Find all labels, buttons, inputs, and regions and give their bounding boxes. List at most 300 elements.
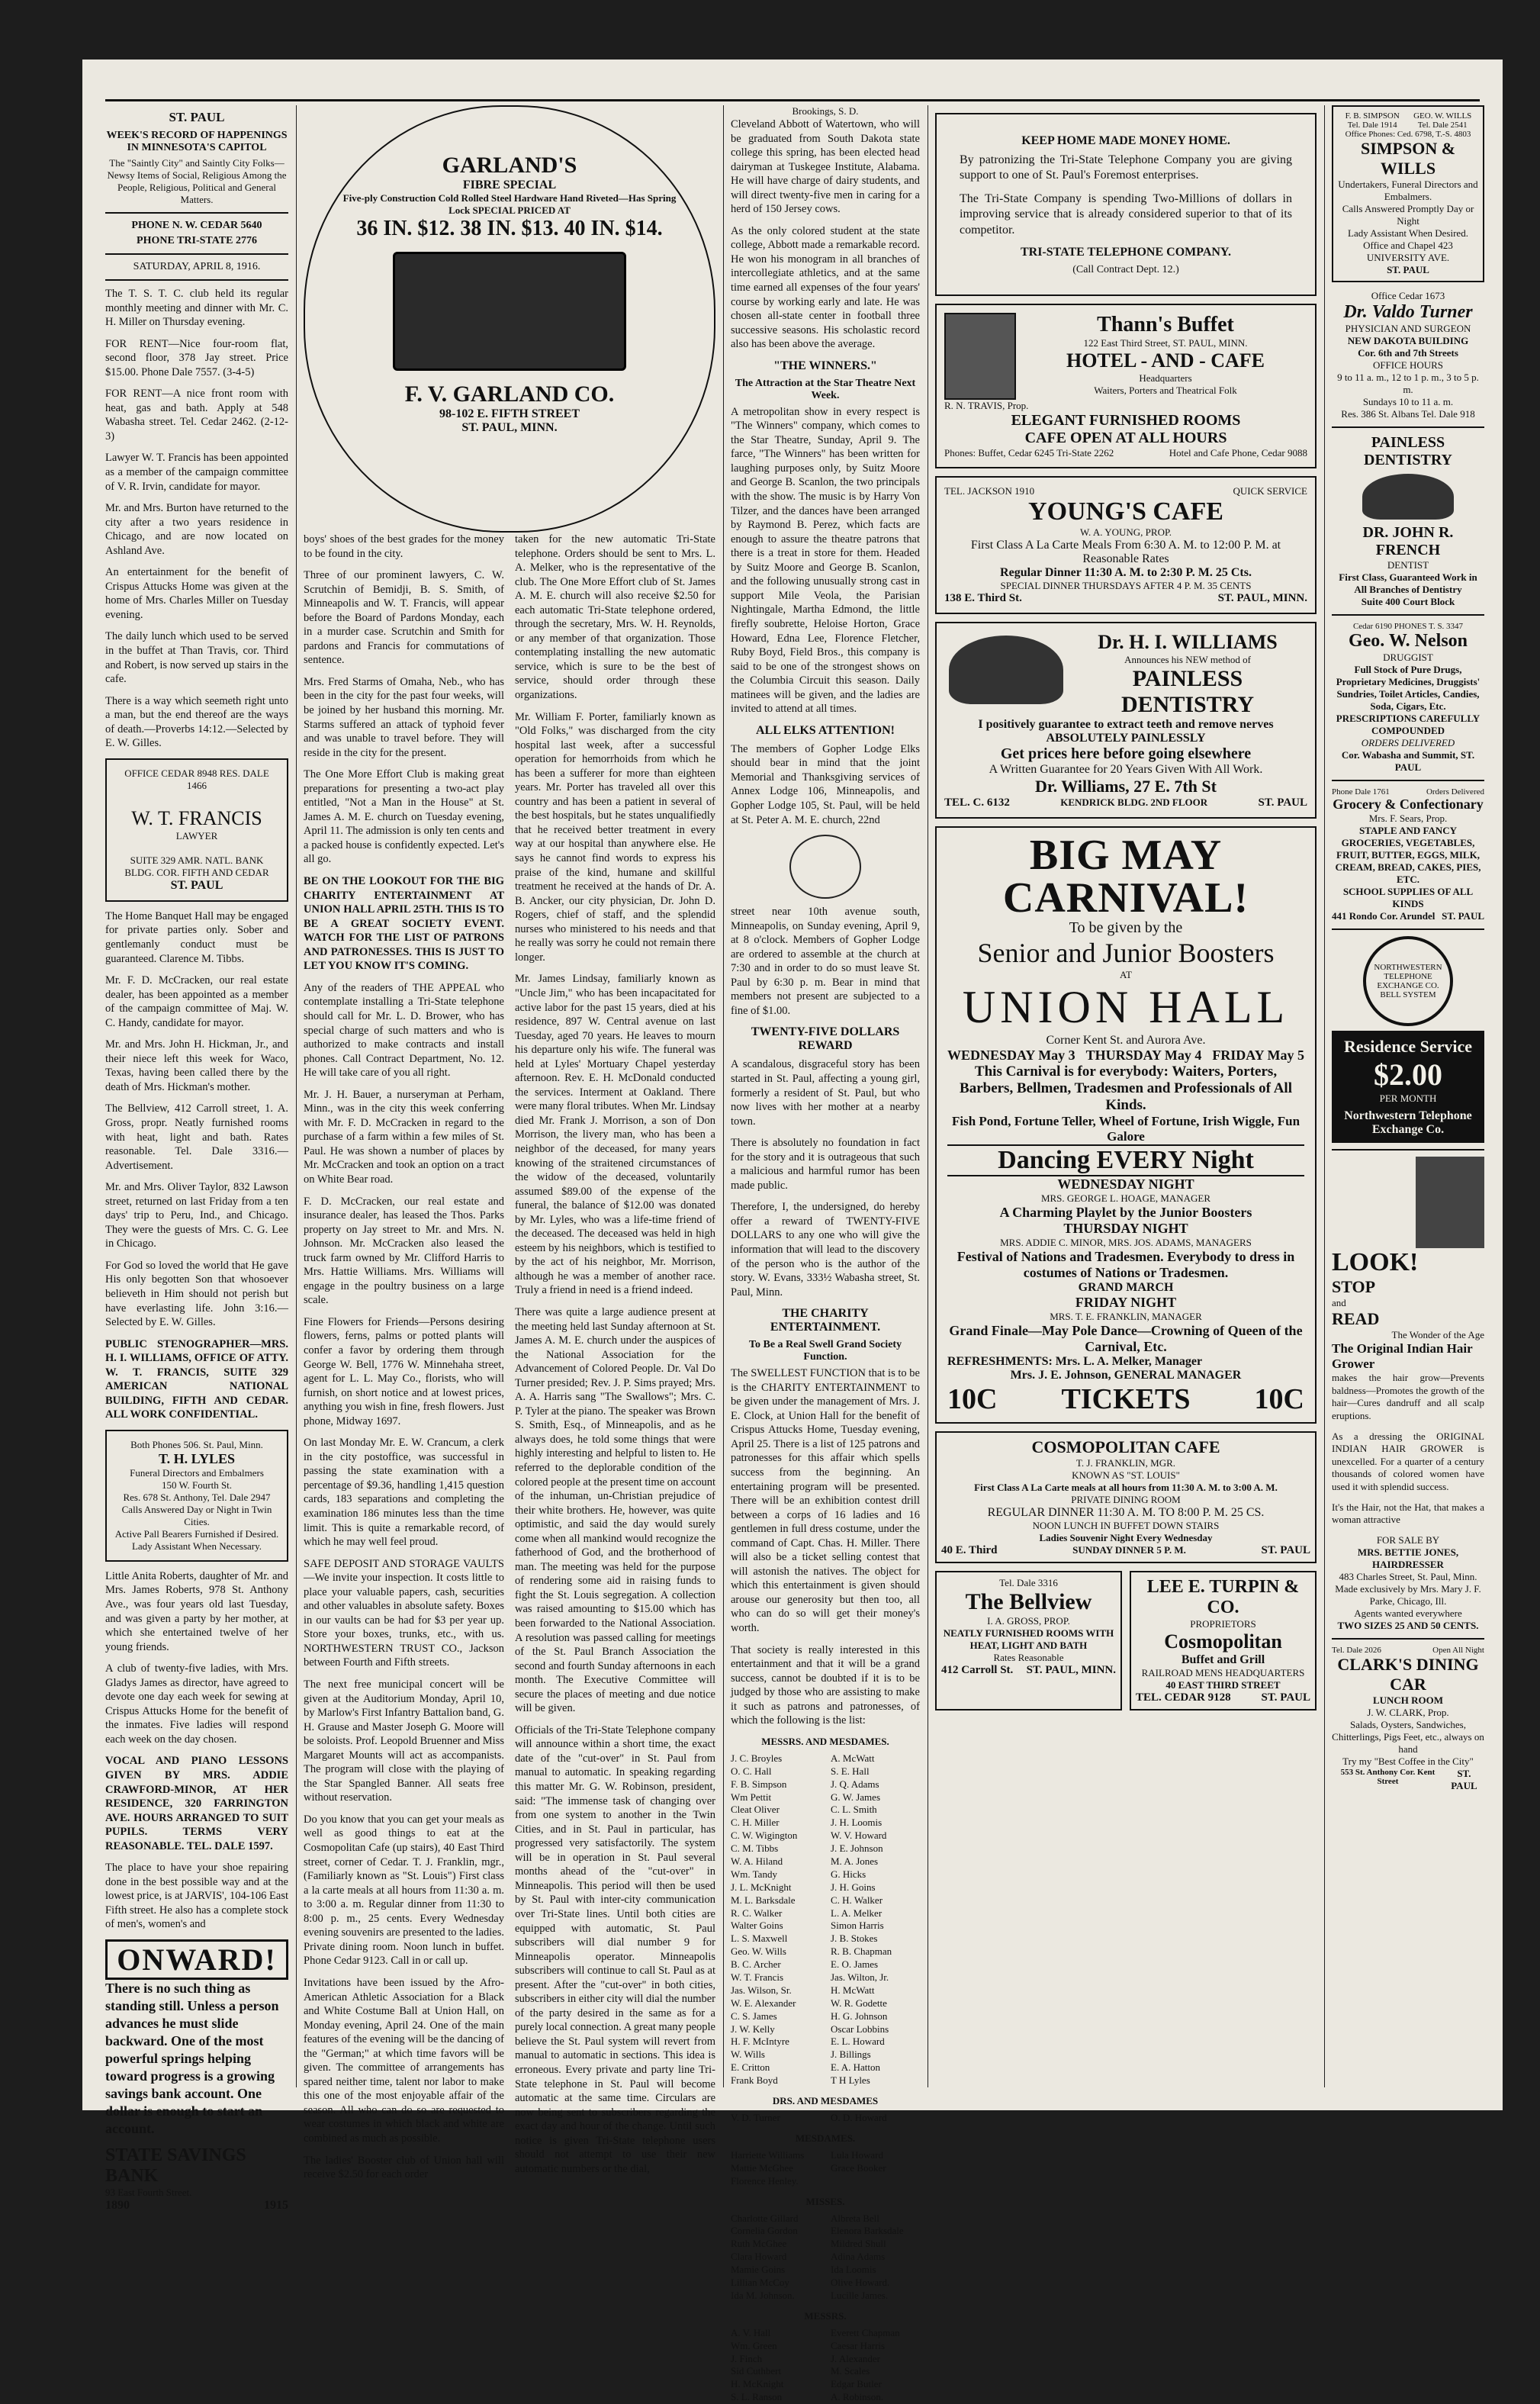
hair-grower-ad (1332, 1157, 1484, 1632)
ad-line: PHYSICIAN AND SURGEON (1345, 323, 1471, 334)
ad-line: First Class A La Carte meals at all hours from 11:30 A. M. to 3:00 A. M. (974, 1482, 1278, 1494)
residence-service-panel (1332, 1031, 1484, 1143)
ad-name: DR. JOHN R. FRENCH (1362, 524, 1454, 558)
dentures-icon (949, 636, 1063, 704)
divider (1332, 928, 1484, 930)
column-2b (515, 533, 715, 2190)
article-heading: THE CHARITY ENTERTAINMENT. (770, 1307, 881, 1334)
patron-name: Adina Adams (831, 2251, 886, 2263)
article-subheading: To Be a Real Swell Grand Society Function. (748, 1339, 902, 1363)
list-heading: MESDAMES. (795, 2132, 856, 2144)
ad-phone: Tel. Dale 3316 (999, 1577, 1058, 1589)
lyles-ad (105, 1430, 288, 1562)
patron-list (731, 2112, 920, 2125)
ad-name: Geo. W. Nelson (1348, 631, 1468, 651)
patron-name: R. B. Chapman (831, 1945, 892, 1958)
news-item: Invitations have been issued by the Afro-American Athletic Association for a Black and White Costume Ball at Union Hall, on Monday evening, April 24. One of the main features of the evening will be the dancing of the "German;" at which time favors will be given. The committee of arrangements has spared neither time, talent nor labor to make this one of the most enjoyable affair of the season. All who can do so are requested to wear costumes in which black and white are combined as much as possible. (304, 1976, 504, 2145)
ad-line: AT (1120, 969, 1132, 981)
elk-head-icon (789, 835, 861, 899)
ad-line: Salads, Oysters, Sandwiches, Chitterlings, Pigs Feet, etc., always on hand (1332, 1718, 1484, 1755)
ad-phones (1338, 111, 1478, 130)
news-item: There is a way which seemeth right unto a man, but the end thereof are the ways of death.—Proverbs 14:12.—Selected by E. W. Gilles. (105, 694, 288, 750)
ticket-label: TICKETS (1061, 1383, 1191, 1416)
patron-name: Oscar Lobbins (831, 2023, 889, 2035)
divider (1332, 1149, 1484, 1151)
ticket-price: 10C (1254, 1383, 1304, 1416)
ad-text: As a dressing the ORIGINAL INDIAN HAIR GROWER is unexcelled. For a quarter of a century thousands of colored women have used it with splendid success. (1332, 1430, 1484, 1492)
ad-city: ST. PAUL, MINN. (1026, 1664, 1116, 1677)
patron-name: Caesar Harris (831, 2339, 886, 2351)
patron-name: J. H. Goins (831, 1881, 876, 1893)
top-rule (105, 99, 1480, 101)
ad-footer (1332, 1768, 1484, 1792)
bell-system-seal-icon (1363, 936, 1453, 1026)
section-title: ST. PAUL (169, 110, 225, 124)
ad-name: The Bellview (965, 1589, 1092, 1615)
patron-name: J. W. Kelly (731, 2023, 775, 2035)
ad-phone: Hotel and Cafe Phone, Cedar 9088 (1169, 447, 1307, 459)
ad-text: The Tri-State Company is spending Two-Millions of dollars in improving service that is already considered superior to that of its competitor. (960, 191, 1292, 237)
ad-prop: J. W. CLARK, Prop. (1367, 1706, 1449, 1718)
article-heading: TWENTY-FIVE DOLLARS REWARD (751, 1025, 900, 1053)
ad-line: Regular Dinner 11:30 A. M. to 2:30 P. M. 25 Cts. (1000, 566, 1252, 580)
date-2: THURSDAY May 4 (1085, 1048, 1202, 1064)
news-item: Three of our prominent lawyers, C. W. Scrutchin of Bemidji, B. S. Smith, of Minneapolis and W. T. Francis, will appear before the Board of Pardons Monday, each in a murder case. Scrutchin and Smith for pardons and Francis for commutations of sentence. (304, 569, 504, 667)
seal-text: NORTHWESTERN TELEPHONE EXCHANGE CO. BELL SYSTEM (1374, 963, 1442, 999)
issue-date: SATURDAY, APRIL 8, 1916. (133, 261, 261, 272)
ad-line: FOR SALE BY (1376, 1533, 1440, 1546)
ad-role: LAWYER (175, 829, 218, 842)
ad-line: Headquarters (1139, 372, 1192, 385)
ad-title: PAINLESS DENTISTRY (1364, 434, 1452, 468)
ad-boosters: Senior and Junior Boosters (977, 938, 1275, 969)
ad-hours: Open All Night (1432, 1645, 1484, 1655)
phone-line-2: PHONE TRI-STATE 2776 (137, 235, 257, 246)
ad-line: REGULAR DINNER 11:30 A. M. TO 8:00 P. M. 25 CS. (987, 1506, 1265, 1520)
patron-name: Grace Booker (831, 2161, 886, 2174)
news-item: An entertainment for the benefit of Crispus Attucks Home was given at the home of Mrs. Charles Miller on Tuesday evening. (105, 566, 288, 621)
ad-prop: R. N. TRAVIS, Prop. (944, 400, 1029, 412)
ad-line: NOON LUNCH IN BUFFET DOWN STAIRS (1032, 1520, 1220, 1532)
divider (1332, 1638, 1484, 1640)
francis-ad (105, 758, 288, 902)
patron-name: H. F. McIntyre (731, 2036, 789, 2048)
news-item: That society is really interested in this entertainment and that it will be a grand success, cannot be doubted if it is to be judged by those who are assisting to make it such as patrons and patronesses, of which the following is the list: (731, 1643, 920, 1727)
ad-line: Active Pall Bearers Furnished if Desired. (114, 1527, 279, 1540)
divider (1332, 780, 1484, 781)
ad-dancing: Dancing EVERY Night (947, 1144, 1304, 1176)
patron-name: M. L. Barksdale (731, 1894, 796, 1906)
ad-address: 553 St. Anthony Cor. Kent Street (1340, 1767, 1436, 1786)
patron-name: Ida Loomis (831, 2264, 876, 2276)
ad-line: LUNCH ROOM (1372, 1694, 1444, 1706)
ticket-price-row (947, 1382, 1304, 1416)
column-2a (304, 533, 504, 2190)
ad-line: NEW DAKOTA BUILDING (1347, 335, 1469, 346)
patron-name: S. E. Hall (831, 1765, 870, 1777)
ad-grower: The Original Indian Hair Grower (1332, 1341, 1473, 1371)
bank-name: STATE SAVINGS BANK (105, 2145, 246, 2187)
section-subtitle: WEEK'S RECORD OF HAPPENINGS IN MINNESOTA'S CAPITOL (106, 130, 288, 153)
patron-name: A. McWatt (831, 1752, 875, 1764)
patron-name: Ida M. Johnson. (731, 2289, 795, 2301)
patron-name: Wm Pettit (731, 1791, 772, 1803)
patron-name: W. A. Hiland (731, 1855, 783, 1867)
ad-footer (941, 1544, 1310, 1557)
news-item: Mr. J. H. Bauer, a nurseryman at Perham, Minn., was in the city this week conferring with Mr. F. D. McCracken in regard to the purchase of a farm within a few miles of St. Paul. He was shown a number of places by Mr. McCracken and took an option on a tract on White Bear road. (304, 1088, 504, 1186)
patron-name: J. B. Stokes (831, 1933, 878, 1945)
youngs-cafe-ad (935, 476, 1317, 614)
ad-look: LOOK! (1332, 1248, 1419, 1276)
simpson-wills-ad (1332, 105, 1484, 282)
ad-prices: 36 IN. $12. 38 IN. $13. 40 IN. $14. (356, 217, 663, 240)
ad-line: Cor. 6th and 7th Streets (1358, 347, 1458, 359)
patron-name: J. Alexander (831, 2352, 880, 2364)
ad-city: ST. PAUL, MINN. (1217, 592, 1307, 605)
news-item: BE ON THE LOOKOUT FOR THE BIG CHARITY ENTERTAINMENT AT UNION HALL APRIL 25TH. THIS IS TO BE A GREAT SOCIETY EVENT. WATCH FOR THE LIST OF PATRONS AND PATRONESSES. THIS IS JUST TO LET YOU KNOW IT'S COMING. (304, 875, 504, 973)
dateline: Brookings, S. D. (792, 105, 859, 117)
ad-mgr: T. J. FRANKLIN, MGR. (1075, 1457, 1176, 1469)
ad-phone: Phone Dale 1761 (1332, 787, 1390, 797)
news-item: Mr. James Lindsay, familiarly known as "Uncle Jim," who has been incapacitated for active labor for the past 15 years, died at his residence, 897 W. Central avenue on last Tuesday, aged 70 years. He leaves to mourn his departure only his wife. The funeral was held at Lyles' Mortuary Chapel yesterday afternoon. Rev. E. H. McDonald conducted the services. Interment at Oakland. There were many floral tributes. When Mr. Lindsay died Mr. Frank J. Morrison, a son of Don Morrison, the livery man, who has been a neighbor of the deceased, for many years knowing of the straitened circumstances of the widow of the deceased, voluntarily assumed $89.00 of the expense of the funeral, the balance of $12.00 was donated by Mr. Lyles, who was a life-time friend of the deceased. The deceased was held in high esteem by his neighbors, which is testified to by the act of his neighbor, Mr. Morrison, although he was a member of another race. Truly a friend in need is a friend indeed. (515, 973, 715, 1297)
patron-name: Jas. Wilson, Sr. (731, 1984, 792, 1996)
french-ad (1332, 434, 1484, 608)
ad-name: LEE E. TURPIN & CO. (1146, 1577, 1300, 1618)
ad-line: Grand Finale—May Pole Dance—Crowning of Queen of the Carnival, Etc. (949, 1323, 1303, 1355)
ad-line: Cor. Wabasha and Summit, ST. PAUL (1341, 749, 1475, 773)
patron-name: Wm. Green (731, 2339, 777, 2351)
ad-line: PRESCRIPTIONS CAREFULLY COMPOUNDED (1336, 713, 1481, 736)
patron-name: B. C. Archer (731, 1958, 781, 1971)
ad-manager: MRS. ADDIE C. MINOR, MRS. JOS. ADAMS, MANAGERS (1000, 1237, 1252, 1249)
bottom-ads (935, 1571, 1317, 1710)
patron-name: C. W. Wigington (731, 1830, 798, 1842)
ad-company: TRI-STATE TELEPHONE COMPANY. (1020, 246, 1232, 259)
onward-text: There is no such thing as standing still. Unless a person advances he must slide backward. One of the most powerful springs helping toward progress is a growing savings bank account. One dollar is enough to start an account. (105, 1981, 279, 2137)
ad-line: STAPLE AND FANCY GROCERIES, VEGETABLES, FRUIT, BUTTER, EGGS, MILK, CREAM, BREAD, CAKES, PIES, ETC. (1335, 825, 1481, 885)
onward-heading: ONWARD! (105, 1939, 288, 1980)
ad-name: W. T. FRANCIS (131, 806, 262, 829)
ad-header (944, 485, 1307, 497)
ad-city: ST. PAUL (1261, 1691, 1310, 1704)
patron-name: Mildred Shull (831, 2238, 886, 2250)
article-heading: ALL ELKS ATTENTION! (756, 723, 895, 737)
northwestern-ad (1332, 936, 1484, 1143)
article-heading: "THE WINNERS." (773, 359, 877, 372)
ad-line: SPECIAL DINNER THURSDAYS AFTER 4 P. M. 35 CENTS (1000, 580, 1252, 592)
patron-name: J. E. Johnson (831, 1842, 883, 1855)
ad-address: 122 East Third Street, ST. PAUL, MINN. (1083, 337, 1248, 349)
thanns-buffet-ad (935, 304, 1317, 468)
patron-name: J. H. Loomis (831, 1817, 883, 1829)
ad-footer (1332, 910, 1484, 922)
news-item: SAFE DEPOSIT AND STORAGE VAULTS—We invite your inspection. It costs little to place your valuable papers, cash, securities and other valuables in absolute safety. Boxes in our vaults can be had for $3 per year up. Store your boxes, trunks, etc., with us. NORTHWESTERN TRUST CO., Jackson between Fourth and Fifth streets. (304, 1557, 504, 1669)
ad-title: KEEP HOME MADE MONEY HOME. (1021, 134, 1230, 147)
patron-name: E. Critton (731, 2061, 770, 2074)
ad-line: TWO SIZES 25 AND 50 CENTS. (1337, 1619, 1479, 1631)
ad-desc: Five-ply Construction Cold Rolled Steel Hardware Hand Riveted—Has Spring Lock SPECIAL PRICED AT (342, 192, 677, 216)
bellview-ad (935, 1571, 1122, 1710)
patron-name: C. H. Miller (731, 1817, 780, 1829)
ad-phones: Cedar 6190 PHONES T. S. 3347 (1352, 622, 1464, 631)
patron-name: A. Robinson. (831, 2391, 883, 2403)
patron-name: M. A. Jones (831, 1855, 879, 1867)
ad-line: A Charming Playlet by the Junior Boosters (999, 1205, 1252, 1221)
patron-name: S. L. Ranson (731, 2391, 783, 2403)
ad-hall: UNION HALL (962, 982, 1290, 1033)
ad-line: Festival of Nations and Tradesmen. Everybody to dress in costumes of Nations or Tradesmen. (956, 1249, 1295, 1281)
ad-footer (941, 1664, 1116, 1677)
carnival-dates (947, 1048, 1304, 1064)
ad-phone: F. B. SIMPSON Tel. Dale 1914 (1345, 111, 1400, 130)
patron-name: A. V. Hall (731, 2326, 771, 2338)
column-rule (723, 105, 724, 2087)
news-item: The SWELLEST FUNCTION that is to be is the CHARITY ENTERTAINMENT to be given under the management of Mrs. J. E. Clock, at Union Hall for the benefit of Crispus Attucks Home, Tuesday evening, April 25. There is a list of 125 patrons and patronesses for this affair which spells success from the beginning. An entertaining program will be presented. There will be an exhibition contest drill between a corps of 16 ladies and 16 gentlemen in full dress costume, under the command of Capt. Chas. H. Miller. There will also be a ticket selling contest that will astonish the natives. The object for which this entertainment is given should arouse our generosity but then too, all who can do so will get their money's worth. (731, 1367, 920, 1635)
bank-year-end: 1915 (264, 2199, 288, 2213)
news-item: Mr. and Mrs. John H. Hickman, Jr., and their niece left this week for Waco, Texas, having been called there by the death of Mrs. Hickman's mother. (105, 1038, 288, 1093)
ad-header (1332, 1646, 1484, 1655)
news-item: A club of twenty-five ladies, with Mrs. Gladys James as director, have agreed to devote one day each week for sewing at Crispus Attucks Home for the benefit of the inmates. Five ladies will respond each week on the day chosen. (105, 1662, 288, 1746)
column-4 (935, 105, 1317, 2087)
news-item: Mr. William F. Porter, familiarly known as "Old Folks," was discharged from the city hospital last week, after a successful operation for hemorrhoids from which he has been a sufferer for more than eighteen years. Mr. Porter has traveled all over this country and has been a patient in several of the best hospitals, but he states unqualifiedly that he received better treatment in every way at our hospital than anywhere else. He says he cannot find words to express his praise of the kind, humane and skillful treatment he received at the hands of Dr. A. B. Ancker, our city physician, Dr. John D. Rogers, chief of staff, and the splendid nurses who ministered to his needs and that he really was sorry he could not remain there longer. (515, 710, 715, 964)
classified-ad: FOR RENT—A nice front room with heat, gas and bath. Apply at 548 Wabasha street. Tel. Cedar 2462. (2-12-3) (105, 388, 288, 443)
news-item: On last Monday Mr. E. W. Crancum, a clerk in the city postoffice, was successful in passing the state examination with a percentage of $9.36, handling 1,415 question cards, 183 separations and completing the examination 186 minutes less than the time limit. This is quite a remarkable record, of which he may well feel proud. (304, 1437, 504, 1549)
ad-phone: Tel. Dale 2026 (1332, 1645, 1381, 1655)
news-item: F. D. McCracken, our real estate and insurance dealer, has leased the Thos. Parks property on Jay street to Mr. and Mrs. N. Johnson. Mr. McCracken also leased the truck farm owned by Mr. Clifford Harris to Mrs. Hattie Williams. Mrs. Williams will engage in the poultry business on a large scale. (304, 1195, 504, 1307)
patron-name: C. L. Smith (831, 1804, 877, 1816)
tri-state-ad (935, 113, 1317, 296)
list-heading: MESSRS. AND MESDAMES. (761, 1735, 889, 1747)
patron-name: M. Scales (831, 2365, 870, 2377)
patron-name: Sid Cuthbert (731, 2365, 782, 2377)
ad-line: 150 W. Fourth St. (161, 1479, 233, 1491)
ad-known: KNOWN AS "ST. LOUIS" (1072, 1469, 1180, 1482)
patron-name: G. W. James (831, 1791, 880, 1803)
news-item: taken for the new automatic Tri-State telephone. Orders should be sent to Mrs. L. A. Melker, who is the representative of the club. The One More Effort club of St. James A. M. E. church will also receive $2.50 for each automatic Tri-State telephone ordered, through the secretary, Mrs. W. H. Reynolds, or any member of that organization. Those contemplating installing the new automatic service, which is sure to be the best of service, should order through these organizations. (515, 533, 715, 702)
ad-line: GRAND MARCH (1078, 1281, 1174, 1295)
ad-phone: Office Cedar 1673 (1371, 290, 1445, 301)
ad-line: Lady Assistant When Necessary. (131, 1540, 262, 1552)
news-item: The next free municipal concert will be given at the Auditorium Monday, April 10, by Marlow's First Infantry Battalion band, G. H. Grause and Master Joseph G. Moore will be soloists. Prof. Leopold Bruenner and Miss Margaret Mounts will act as accompanists. The program will close with the playing of the Star Spangled Banner. All seats free without reservation. (304, 1678, 504, 1804)
news-item: The Bellview, 412 Carroll street, 1. A. Gross, propr. Neatly furnished rooms with heat, light and bath. Rates reasonable. Tel. Dale 3316.—Advertisement. (105, 1102, 288, 1172)
patron-name: T H Lyles (831, 2074, 870, 2087)
list-heading: MISSES. (805, 2195, 845, 2207)
ad-line: Calls Answered Promptly Day or Night (1342, 203, 1474, 227)
patron-name: H. McWatt (831, 1984, 875, 1996)
ad-stop: STOP (1332, 1277, 1376, 1296)
bank-years (105, 2199, 288, 2213)
news-item: There was quite a large audience present at the meeting held last Sunday afternoon at St. James A. M. E. church under the auspices of the National Association for the Advancement of Colored People. Dr. Val Do Turner presided; Rev. J. P. Sims prayed; Mrs. A. A. Harris sang "The Swallows"; Mrs. C. P. Tyler at the piano. The speaker was Brown S. Smith, Esq., of Minneapolis, and as he always does, he told some things that were highly interesting and helpful to listen to. He referred to the deplorable condition of the colored people at the present time on account of the inhuman, un-Christian prejudice of their white brothers. He, however, was quite optimistic, and said the day would surely come when all mankind would recognize the fatherhood of God, and the brotherhood of man. The meeting was held for the purpose of rendering some aid in raising funds to fight the St. Louis segregation. A collection was raised amounting to $15.00 which has been forwarded to the National Association. A resolution was passed calling for meetings of the St. Paul Branch Association the second and fourth Sunday afternoons in each month. The Executive Committee will secure the places of meeting and due notice will be given. (515, 1305, 715, 1715)
news-item: A metropolitan show in every respect is "The Winners" company, which comes to the Star Theatre, Sunday, April 9. The farce, "The Winners" has been written for laughing purposes only, by Suitz Moore and George B. Scanlon, the two principals with the show. The music is by Harry Von Tilzer, and the dances have been arranged by Raymond B. Perez, which facts are enough to assure the theatre patrons that there is a treat in store for them. Headed by Suitz Moore and George B. Scanlon, and the following unusually strong cast in support Mile Veola, the Parisian Nightingale, Martha Edmond, the little firefly soubrette, Heloise Horton, Grace Howard, Edna Lee, Florence Fletcher, Ruby Boyd, Field Bros., this company is said to be one of the strongest shows on the Columbia Circuit this season. Daily matinees will be given, and the ladies are invited to attend at all times. (731, 405, 920, 716)
ad-line: Buffet and Grill (1181, 1653, 1265, 1667)
column-1 (105, 105, 288, 2213)
ticket-price: 10C (947, 1383, 998, 1416)
patron-name: Mamie Goins (731, 2264, 786, 2276)
ad-line: Rates Reasonable (993, 1652, 1064, 1664)
patron-name: Mattie McGhee (731, 2161, 793, 2174)
patron-name: Cornelia Gordon (731, 2225, 798, 2237)
patron-name: W. R. Godette (831, 1997, 887, 2009)
ad-delivery: Orders Delivered (1426, 787, 1484, 797)
williams-dentistry-ad (935, 622, 1317, 819)
patron-name: Elenora Barksdale (831, 2225, 904, 2237)
indian-portrait (1416, 1157, 1484, 1248)
list-heading: DRS. AND MESDAMES (772, 2095, 879, 2107)
ad-line: First Class A La Carte Meals From 6:30 A. M. to 12:00 P. M. at Reasonable Rates (970, 539, 1281, 566)
news-item: Do you know that you can get your meals as well as good things to eat at the Cosmopolitan Cafe (up stairs), 40 East Third street, corner of Cedar. T. J. Franklin, mgr., (Familiarly known as "St. Louis") First class a la carte meals at all hours from 11:30 a. m. to 3:00 a. m. Regular dinner from 11:30 to 8:00 p. m., 25 cents. Every Wednesday evening souvenirs are presented to the ladies. Private dining room. Noon lunch in buffet. Phone Cedar 9123. Call in or call up. (304, 1813, 504, 1968)
article-subheading: The Attraction at the Star Theatre Next Week. (735, 377, 916, 401)
ad-address: SUITE 329 AMR. NATL. BANK BLDG. COR. FIFTH AND CEDAR (124, 854, 269, 878)
patron-list (731, 2213, 920, 2303)
ad-text: By patronizing the Tri-State Telephone Company you are giving support to one of St. Paul's Foremost enterprises. (960, 153, 1292, 182)
news-item: A scandalous, disgraceful story has been started in St. Paul, affecting a young girl, formerly a resident of St. Paul, but who now lives with her mother at a nearby town. (731, 1058, 920, 1128)
ad-read: READ (1332, 1309, 1380, 1328)
ad-footer (944, 592, 1307, 605)
divider (1332, 426, 1484, 428)
ad-phone: TEL. CEDAR 9128 (1136, 1691, 1231, 1704)
ad-city: ST. PAUL, MINN. (461, 421, 558, 434)
ad-corner: Corner Kent St. and Aurora Ave. (1046, 1034, 1206, 1048)
news-item: Little Anita Roberts, daughter of Mr. and Mrs. James Roberts, 978 St. Anthony Ave., was four years old last Tuesday, and was given a party by her mother, at which she entertained twelve of her young friends. (105, 1569, 288, 1653)
patron-name: R. C. Walker (731, 1907, 783, 1919)
news-item: For God so loved the world that He gave His only begotten Son that whosoever believeth in Him should not perish but have everlasting life. John 3:16.—Selected by E. W. Gilles. (105, 1259, 288, 1329)
patron-name: E. L. Howard (831, 2036, 885, 2048)
ad-line: Ladies Souvenir Night Every Wednesday (1039, 1532, 1213, 1544)
ad-night: WEDNESDAY NIGHT (1057, 1176, 1194, 1192)
ad-title: GARLAND'S (442, 153, 577, 178)
news-item: Mr. F. D. McCracken, our real estate dealer, has been appointed as a member of the campaign committee of Maj. W. C. Handy, candidate for mayor. (105, 974, 288, 1029)
ad-contact: (Call Contract Dept. 12.) (1072, 264, 1179, 276)
news-item: The Home Banquet Hall may be engaged for private parties only. Sober and gentlemanly conduct must be guaranteed. Clarence M. Tibbs. (105, 909, 288, 965)
ad-subtitle: FIBRE SPECIAL (462, 179, 557, 191)
news-item: The ladies' Booster club of Union hall will receive $2.50 for each order (304, 2154, 504, 2181)
patron-name: Walter Goins (731, 1920, 783, 1932)
ad-line: Lady Assistant When Desired. (1348, 227, 1468, 239)
ad-line: First Class, Guaranteed Work in All Branches of Dentistry (1339, 571, 1477, 595)
ad-city: ST. PAUL (1258, 797, 1307, 809)
date-1: WEDNESDAY May 3 (947, 1048, 1075, 1064)
ad-line: I positively guarantee to extract teeth and remove nerves ABSOLUTELY PAINLESSLY (978, 718, 1274, 745)
ad-line: Full Stock of Pure Drugs, Proprietary Medicines, Druggists' Sundries, Toilet Articles, Candies, Soda, Cigars, Etc. (1336, 664, 1481, 712)
ad-role: DENTIST (1387, 559, 1429, 571)
carnival-title: BIG MAY CARNIVAL! (1002, 832, 1249, 922)
ad-company: Northwestern Telephone Exchange Co. (1344, 1109, 1472, 1136)
ad-line: RAILROAD MENS HEADQUARTERS (1141, 1667, 1305, 1679)
news-item: boys' shoes of the best grades for the money to be found in the city. (304, 533, 504, 560)
ad-city: ST. PAUL (170, 878, 223, 892)
ad-sunday: SUNDAY DINNER 5 P. M. (1072, 1544, 1186, 1556)
ad-header (944, 631, 1307, 718)
ad-line: Cosmopolitan (1164, 1630, 1282, 1653)
patron-name: Cleat Oliver (731, 1804, 780, 1816)
date-3: FRIDAY May 5 (1212, 1048, 1304, 1064)
ad-office: Office Phones: Ced. 6798, T.-S. 4803 (1345, 130, 1471, 139)
news-item: street near 10th avenue south, Minneapolis, on Sunday evening, April 9, at 8 o'clock. Members of Gopher Lodge are ordered to assemble at the church at 7:30 and in order to do so must leave St. Paul by 6:30 p. m. Bear in mind that members not present are subjected to a fine of $1.00. (731, 906, 920, 1017)
patron-name: W. Wills (731, 2048, 765, 2061)
ad-header (1332, 787, 1484, 797)
ad-line: Suite 400 Court Block (1361, 596, 1455, 607)
ad-price: $2.00 (1374, 1057, 1442, 1092)
news-item: There is absolutely no foundation in fact for the story and it is outrageous that such a malicious and harmful rumor has been made public. (731, 1137, 920, 1192)
ad-prop: PROPRIETORS (1190, 1618, 1256, 1630)
news-item: Officials of the Tri-State Telephone company will announce within a short time, the exact date of the "cut-over" in St. Paul from manual to automatic. In speaking regarding this matter Mr. G. W. Robinson, president, said: "The immense task of changing over from one system to another in the Twin Cities, and in St. Paul in particular, has progressed very satisfactorily. The system will be in operation in St. Paul several months ahead of the "cut-over" in Minneapolis. This period will then be used by St. Paul with inter-city communication over Tri-State lines. Until both cities are equipped with automatic, St. Paul subscribers will dial number 9 for Minneapolis operator. Minneapolis subscribers will continue to call St. Paul as at present. After the "cut-over" in both cities, subscribers in either city will dial the number of the party desired in the same as for a purely local connection. A great many people believe the St. Paul system will revert from manual to automatic in sections. This idea is erroneous. Every private and party line Tri-State telephone in St. Paul will become automatic at the same time. Circulars are now being sent to subscribers regarding the exact day and hour of the change. Until such notice is given Tri-State telephone users should not attempt to use their new automatic numbers or the dial, (515, 1723, 715, 2175)
ad-line: OFFICE HOURS (1372, 359, 1444, 371)
bank-address: 93 East Fourth Street. (105, 2187, 192, 2199)
ad-line: NEATLY FURNISHED ROOMS WITH HEAT, LIGHT AND BATH (943, 1627, 1114, 1652)
newspaper-page (82, 60, 1503, 2403)
patron-list (731, 2149, 920, 2188)
section-desc: The "Saintly City" and Saintly City Folks—Newsy Items of Social, Religious Among the People, Religious, Political and General Matters. (107, 157, 287, 205)
ad-address: 40 E. Third (941, 1544, 998, 1557)
clarks-dining-car-ad (1332, 1646, 1484, 1792)
carnival-ad (935, 826, 1317, 1424)
ad-name: COSMOPOLITAN CAFE (1031, 1437, 1220, 1457)
patron-name: J. Q. Adams (831, 1778, 879, 1790)
news-item: As the only colored student at the state college, Abbott made a remarkable record. He won his monogram in all branches of intercollegiate athletics, and at the same time earned all expenses of the four years' course by working early and late. He was chosen all-state center in football three successive seasons. His scholastic record also has been above the average. (731, 224, 920, 351)
ad-name: Thann's Buffet (1097, 313, 1234, 337)
patron-name: Olive Howard. (831, 2277, 890, 2289)
ad-city: ST. PAUL (1387, 264, 1429, 275)
ad-role: DRUGGIST (1383, 652, 1433, 663)
patron-name: Geo. W. Wills (731, 1945, 786, 1958)
ad-hotel: HOTEL - AND - CAFE (1066, 349, 1265, 372)
patron-list (731, 2327, 920, 2404)
ad-line: ELEGANT FURNISHED ROOMS (1011, 412, 1241, 430)
patron-name: G. Hicks (831, 1868, 866, 1880)
ad-line: 483 Charles Street, St. Paul, Minn. (1339, 1570, 1477, 1582)
ad-footer (1136, 1691, 1310, 1704)
patron-name: E. O. James (831, 1958, 879, 1971)
ad-line: 9 to 11 a. m., 12 to 1 p. m., 3 to 5 p. m. (1337, 372, 1479, 395)
news-item: The daily lunch which used to be served in the buffet at Than Travis, cor. Third and Robert, is now served up stairs in the cafe. (105, 630, 288, 686)
ad-phone: TEL. C. 6132 (944, 797, 1010, 809)
news-item: VOCAL AND PIANO LESSONS GIVEN BY MRS. ADDIE CRAWFORD-MINOR, AT HER RESIDENCE, 320 FARRINGTON AVE. HOURS ARRANGED TO SUIT PUPILS. TERMS VERY REASONABLE. TEL. DALE 1597. (105, 1755, 288, 1852)
ad-and: and (1332, 1297, 1346, 1308)
news-item: Any of the readers of THE APPEAL who contemplate installing a Tri-State telephone should call for Mr. L. D. Brower, who has special charge of such matters and who is authorized to make contracts and install phones. Call Contract Department, No. 12. He will take care of you all right. (304, 981, 504, 1080)
patron-name: Ruth McGhee (731, 2238, 787, 2250)
phone-line-1: PHONE N. W. CEDAR 5640 (131, 220, 262, 231)
ad-address: 98-102 E. FIFTH STREET (439, 407, 580, 420)
dentures-icon (1362, 474, 1454, 520)
turner-ad (1332, 290, 1484, 420)
ad-address: 138 E. Third St. (944, 592, 1022, 605)
patron-name: Lillian McCoy (731, 2277, 789, 2289)
ad-phone: GEO. W. WILLS Tel. Dale 2541 (1413, 111, 1472, 130)
ad-phones (944, 447, 1307, 459)
news-item: Mr. and Mrs. Burton have returned to the city after a two years residence in Chicago, and are now located on Ashland Ave. (105, 502, 288, 557)
patron-name: Harriette Williams (731, 2148, 805, 2161)
ad-line: SCHOOL SUPPLIES OF ALL KINDS (1342, 886, 1474, 909)
ad-night: THURSDAY NIGHT (1063, 1221, 1188, 1237)
ad-line: A Written Guarantee for 20 Years Given With All Work. (989, 763, 1263, 777)
trunk-illustration (393, 252, 626, 371)
ad-city: ST. PAUL (1261, 1544, 1310, 1557)
patron-name: J. Billings (831, 2048, 871, 2061)
ad-line: Sundays 10 to 11 a. m. (1362, 396, 1454, 407)
patron-name: Florence Henley. (731, 2174, 799, 2187)
column-2 (304, 105, 715, 2181)
ad-line: MRS. BETTIE JONES, HAIRDRESSER (1357, 1546, 1459, 1570)
patron-name: Lula Howard (831, 2148, 883, 2161)
ad-name: T. H. LYLES (158, 1450, 236, 1466)
ad-phones: OFFICE CEDAR 8948 RES. DALE 1466 (124, 767, 269, 791)
ad-line: Res. 678 St. Anthony, Tel. Dale 2947 (123, 1491, 271, 1503)
ad-line: Try my "Best Coffee in the City" (1342, 1755, 1474, 1767)
ad-phone: TEL. JACKSON 1910 (944, 485, 1035, 497)
ad-city: ST. PAUL (1451, 1767, 1477, 1791)
ad-address: 441 Rondo Cor. Arundel (1332, 910, 1436, 922)
column-rule (1324, 105, 1325, 2087)
